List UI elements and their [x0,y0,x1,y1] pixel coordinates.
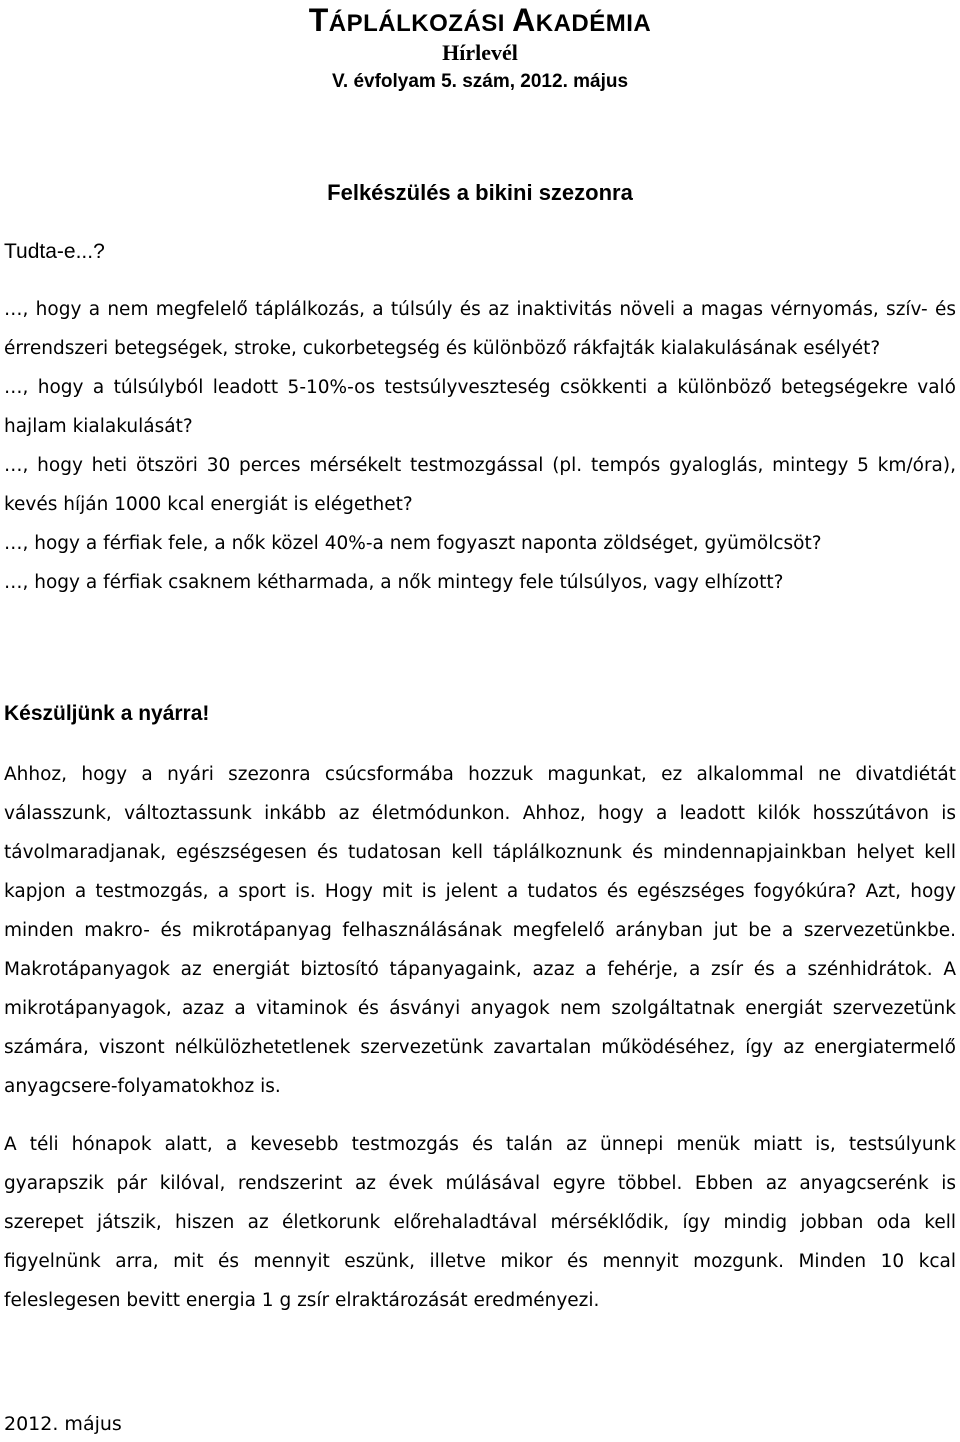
body-paragraph-2: A téli hónapok alatt, a kevesebb testmozgás és talán az ünnepi menük miatt is, testsúlyunk gyarapszik pár kilóval, rendszerint az évek múlásával egyre többel. Ebben az anyagcserénk is szerepet játszik, hiszen az életkorunk előrehaladtával mérséklődik, így mindig jobban oda kell figyelnünk arra, mit és mennyit eszünk, illetve mikor és mennyit mozgunk. Minden 10 kcal feleslegesen bevitt energia 1 g zsír elraktározását eredményezi. [4,1134,956,1311]
section-heading: Készüljünk a nyárra! [4,702,210,725]
body-paragraph-1: Ahhoz, hogy a nyári szezonra csúcsformába hozzuk magunkat, ez alkalommal ne divatdiétát válasszunk, változtassunk inkább az életmódunkon. Ahhoz, hogy a leadott kilók hosszútávon is távolmaradjanak, egészségesen és tudatosan kell táplálkoznunk és mindennapjainkban helyet kell kapjon a testmozgás, a sport is. Hogy mit is jelent a tudatos és egészséges fogyókúra? Azt, hogy minden makro- és mikrotápanyag felhasználásának megfelelő arányban jut be a szervezetünkbe. Makrotápanyagok az energiát biztosító tápanyagaink, azaz a fehérje, a zsír és a szénhidrátok. A mikrotápanyagok, azaz a vitaminok és ásványi anyagok nem szolgáltatnak energiát szervezetünk számára, viszont nélkülözhetetlenek szervezetünk zavartalan működéséhez, így az energiatermelő anyagcsere-folyamatokhoz is. [4,764,956,1097]
fact-item: …, hogy heti ötszöri 30 perces mérsékelt testmozgással (pl. tempós gyaloglás, mintegy 5 km/óra), kevés híján 1000 kcal energiát is elégethet? [4,455,956,515]
article-title [0,180,960,206]
title-initial-t: T [308,2,329,38]
newsletter-subtitle: Hírlevél [442,40,518,65]
fact-item: …, hogy a férfiak fele, a nők közel 40%-a nem fogyaszt naponta zöldséget, gyümölcsöt? [4,533,822,554]
article-title-text: Felkészülés a bikini szezonra [327,180,633,205]
title-part-1: ÁPLÁLKOZÁSI [328,10,513,37]
did-you-know-list [4,290,956,602]
did-you-know-heading: Tudta-e...? [4,240,105,263]
fact-item: …, hogy a nem megfelelő táplálkozás, a túlsúly és az inaktivitás növeli a magas vérnyomás, szív- és érrendszeri betegségek, stroke, cukorbetegség és különböző rákfajták kialakulásának esélyét? [4,299,956,359]
newsletter-title [0,2,960,39]
fact-item: …, hogy a férfiak csaknem kétharmada, a nők mintegy fele túlsúlyos, vagy elhízott? [4,572,784,593]
title-initial-a: A [512,2,536,38]
title-part-2: KADÉMIA [535,10,652,37]
fact-item: …, hogy a túlsúlyból leadott 5-10%-os testsúlyveszteség csökkenti a különböző betegségekre való hajlam kialakulását? [4,377,956,437]
footer-date: 2012. május [4,1413,122,1435]
issue-line: V. évfolyam 5. szám, 2012. május [331,71,629,92]
